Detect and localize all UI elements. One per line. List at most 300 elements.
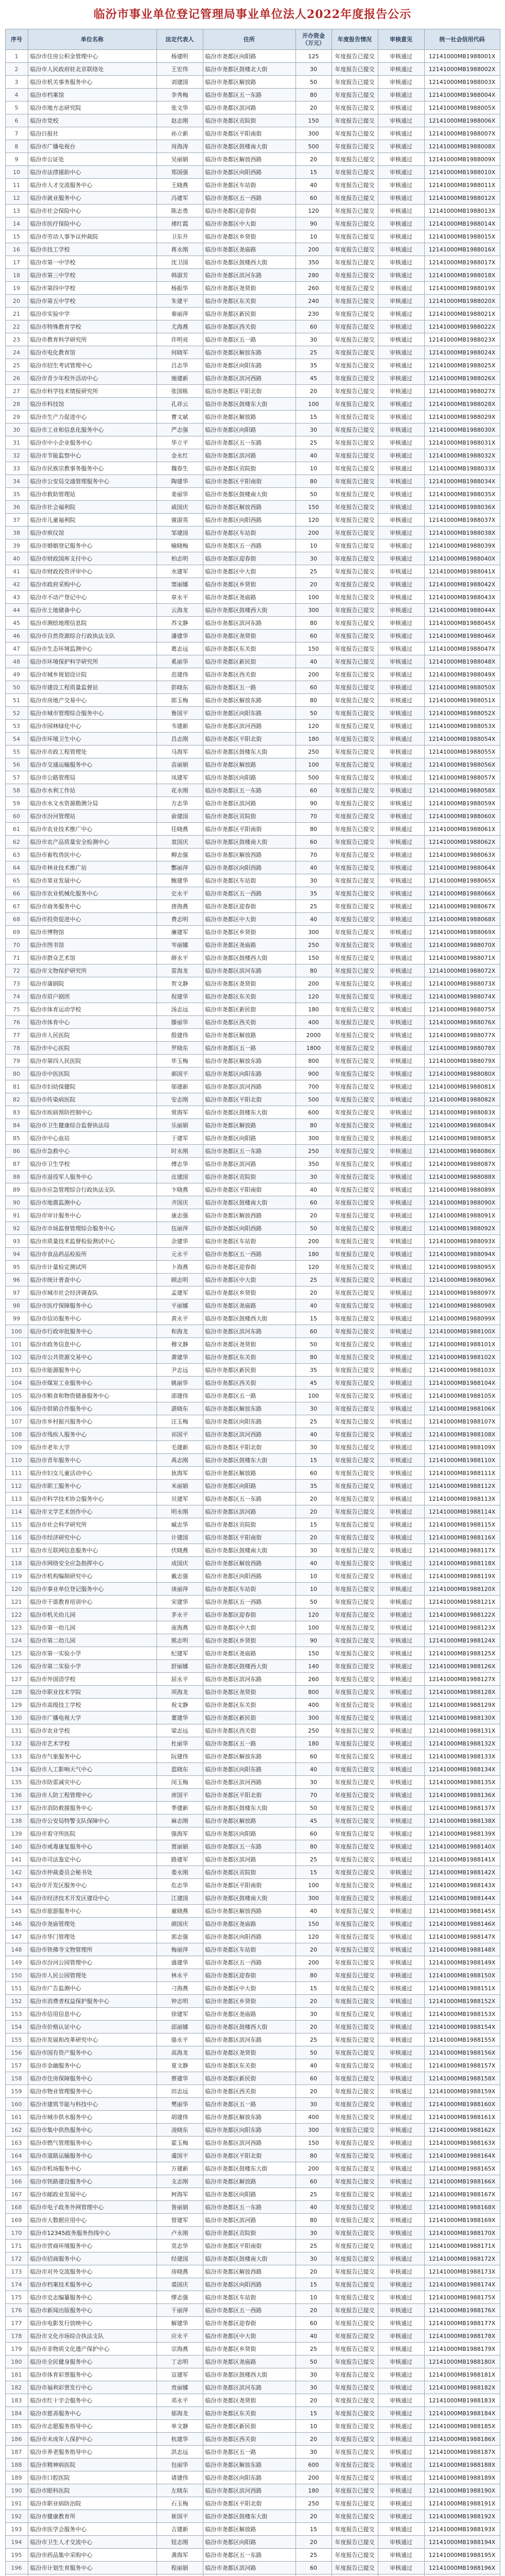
cell-funds: 240 — [295, 295, 332, 308]
cell-credit-code: 12141000MB1988090X — [424, 1196, 500, 1209]
table-row — [5, 295, 500, 308]
cell-funds: 60 — [295, 1467, 332, 1480]
cell-credit-code: 12141000MB1988030X — [424, 423, 500, 436]
cell-address: 临汾市尧都区向阳西路 — [203, 514, 295, 527]
cell-credit-code: 12141000MB1988069X — [424, 926, 500, 939]
cell-unit-name: 临汾市物业管理服务中心 — [28, 2085, 156, 2098]
table-row — [5, 900, 500, 913]
cell-index: 14 — [5, 217, 28, 230]
cell-report-status: 年度报告已提交 — [332, 423, 378, 436]
table-row — [5, 411, 500, 423]
cell-index: 142 — [5, 1866, 28, 1879]
table-row — [5, 282, 500, 295]
cell-index: 155 — [5, 2033, 28, 2046]
cell-index: 194 — [5, 2536, 28, 2549]
cell-index: 12 — [5, 192, 28, 205]
table-row — [5, 63, 500, 76]
table-row — [5, 2227, 500, 2240]
cell-report-status: 年度报告已提交 — [332, 2368, 378, 2381]
cell-index: 43 — [5, 591, 28, 604]
cell-credit-code: 12141000MB1988102X — [424, 1351, 500, 1364]
cell-review: 审核通过 — [378, 114, 424, 127]
cell-credit-code: 12141000MB1988023X — [424, 333, 500, 346]
cell-funds: 10 — [295, 2291, 332, 2304]
cell-funds: 10 — [295, 2420, 332, 2433]
cell-review: 审核通过 — [378, 179, 424, 192]
cell-report-status: 年度报告已提交 — [332, 797, 378, 810]
table-row — [5, 784, 500, 797]
cell-funds: 25 — [295, 2343, 332, 2355]
cell-review: 审核通过 — [378, 1428, 424, 1441]
cell-index: 67 — [5, 900, 28, 913]
cell-report-status: 年度报告已提交 — [332, 2149, 378, 2162]
cell-index: 186 — [5, 2433, 28, 2446]
cell-unit-name: 临汾市商务服务中心 — [28, 900, 156, 913]
cell-report-status: 年度报告已提交 — [332, 591, 378, 604]
cell-review: 审核通过 — [378, 269, 424, 282]
cell-credit-code: 12141000MB1988015X — [424, 230, 500, 243]
cell-funds: 250 — [295, 2497, 332, 2510]
cell-index: 45 — [5, 617, 28, 630]
cell-funds: 35 — [295, 887, 332, 900]
header-cell-report-status: 年度报告情况 — [332, 29, 378, 50]
cell-index: 104 — [5, 1377, 28, 1389]
cell-credit-code: 12141000MB1988161X — [424, 2111, 500, 2124]
cell-credit-code: 12141000MB1988046X — [424, 630, 500, 642]
cell-credit-code: 12141000MB1988048X — [424, 655, 500, 668]
cell-index: 42 — [5, 578, 28, 591]
cell-credit-code: 12141000MB1988081X — [424, 1080, 500, 1093]
cell-funds: 20 — [295, 1505, 332, 1518]
cell-credit-code: 12141000MB1988026X — [424, 372, 500, 385]
cell-review: 审核通过 — [378, 604, 424, 617]
cell-report-status: 年度报告已提交 — [332, 810, 378, 823]
cell-unit-name: 临汾市地震监测中心 — [28, 1196, 156, 1209]
cell-unit-name: 临汾市外国语学校 — [28, 1673, 156, 1686]
cell-funds: 60 — [295, 784, 332, 797]
cell-report-status: 年度报告已提交 — [332, 2291, 378, 2304]
cell-address: 临汾市尧都区新民街 — [203, 2072, 295, 2085]
cell-legal-rep: 孔祥云 — [156, 398, 203, 411]
cell-review: 审核通过 — [378, 2278, 424, 2291]
cell-funds: 500 — [295, 1093, 332, 1106]
cell-funds: 180 — [295, 733, 332, 745]
cell-unit-name: 临汾市城乡规划设计院 — [28, 668, 156, 681]
cell-funds: 20 — [295, 1209, 332, 1222]
cell-unit-name: 临汾市地方志研究院 — [28, 101, 156, 114]
cell-funds: 20 — [295, 2510, 332, 2523]
cell-unit-name: 临汾市眼科医院 — [28, 2484, 156, 2497]
table-row — [5, 2137, 500, 2149]
cell-credit-code: 12141000MB1988124X — [424, 1634, 500, 1647]
cell-legal-rep: 唐海燕 — [156, 900, 203, 913]
cell-address: 临汾市尧都区五一西路 — [203, 1248, 295, 1261]
cell-legal-rep: 安志刚 — [156, 1093, 203, 1106]
cell-legal-rep: 孟建军 — [156, 1286, 203, 1299]
cell-review: 审核通过 — [378, 76, 424, 89]
cell-unit-name: 临汾市公证处 — [28, 153, 156, 166]
cell-review: 审核通过 — [378, 926, 424, 939]
cell-address: 临汾市尧都区西关街 — [203, 668, 295, 681]
cell-legal-rep: 郎玉梅 — [156, 694, 203, 707]
cell-address: 临汾市尧都区乡贤街 — [203, 230, 295, 243]
cell-credit-code: 12141000MB1988004X — [424, 89, 500, 101]
table-row — [5, 1286, 500, 1299]
cell-funds: 60 — [295, 2562, 332, 2574]
cell-credit-code: 12141000MB1988138X — [424, 1815, 500, 1827]
cell-credit-code: 12141000MB1988052X — [424, 707, 500, 720]
cell-funds: 80 — [295, 617, 332, 630]
cell-funds: 120 — [295, 205, 332, 217]
cell-address: 临汾市尧都区贡院街 — [203, 2227, 295, 2240]
cell-address: 临汾市尧都区向阳路 — [203, 1827, 295, 1840]
cell-funds: 100 — [295, 1621, 332, 1634]
cell-review: 审核通过 — [378, 1454, 424, 1467]
cell-legal-rep: 张文华 — [156, 101, 203, 114]
cell-review: 审核通过 — [378, 1480, 424, 1493]
cell-review: 审核通过 — [378, 2562, 424, 2574]
cell-unit-name: 临汾市蒲剧院 — [28, 977, 156, 990]
cell-address: 临汾市尧都区解放路 — [203, 1029, 295, 1042]
cell-index: 63 — [5, 849, 28, 861]
cell-legal-rep: 水建军 — [156, 565, 203, 578]
cell-index: 56 — [5, 758, 28, 771]
cell-credit-code: 12141000MB1988049X — [424, 668, 500, 681]
cell-funds — [295, 2574, 332, 2576]
cell-legal-rep: 裘国庆 — [156, 2278, 203, 2291]
cell-address: 临汾市尧都区向阳东路 — [203, 2471, 295, 2484]
cell-funds: 40 — [295, 913, 332, 926]
cell-credit-code: 12141000MB1988055X — [424, 745, 500, 758]
cell-address: 临汾市尧都区中大街 — [203, 1982, 295, 1995]
cell-review: 审核通过 — [378, 939, 424, 952]
cell-index: 174 — [5, 2278, 28, 2291]
cell-address: 临汾市尧都区迎春街 — [203, 900, 295, 913]
cell-legal-rep: 尤海燕 — [156, 320, 203, 333]
cell-funds: 180 — [295, 1003, 332, 1016]
cell-unit-name: 临汾市测绘地理信息院 — [28, 617, 156, 630]
cell-report-status: 年度报告已提交 — [332, 230, 378, 243]
table-row — [5, 114, 500, 127]
cell-address: 临汾市尧都区解放路 — [203, 1119, 295, 1132]
cell-report-status: 年度报告已提交 — [332, 2510, 378, 2523]
cell-review: 审核通过 — [378, 1776, 424, 1789]
cell-unit-name: 临汾市信访服务中心 — [28, 1312, 156, 1325]
table-row — [5, 1982, 500, 1995]
cell-index: 146 — [5, 1918, 28, 1930]
cell-report-status: 年度报告已提交 — [332, 604, 378, 617]
cell-address: 临汾市尧都区西关街 — [203, 2085, 295, 2098]
cell-address: 临汾市尧都区尧庙路 — [203, 591, 295, 604]
cell-address: 临汾市尧都区新民街 — [203, 1003, 295, 1016]
cell-unit-name: 临汾市农业技术推广中心 — [28, 823, 156, 836]
cell-review: 审核通过 — [378, 1711, 424, 1724]
cell-address: 临汾市尧都区五一西路 — [203, 192, 295, 205]
cell-credit-code: 12141000MB1988021X — [424, 308, 500, 320]
cell-review: 审核通过 — [378, 1016, 424, 1029]
cell-index: 24 — [5, 346, 28, 359]
cell-legal-rep: 郑国强 — [156, 166, 203, 179]
cell-index: 25 — [5, 359, 28, 372]
cell-review: 审核通过 — [378, 2304, 424, 2317]
cell-index: 105 — [5, 1389, 28, 1402]
cell-review: 审核通过 — [378, 2098, 424, 2111]
cell-funds: 40 — [295, 2059, 332, 2072]
cell-legal-rep: 徐建军 — [156, 2008, 203, 2021]
cell-report-status: 年度报告已提交 — [332, 1930, 378, 1943]
table-row — [5, 1711, 500, 1724]
cell-index: 80 — [5, 1067, 28, 1080]
cell-review: 审核通过 — [378, 63, 424, 76]
cell-review: 审核通过 — [378, 2291, 424, 2304]
cell-credit-code: 12141000MB1988067X — [424, 900, 500, 913]
table-row — [5, 1776, 500, 1789]
cell-unit-name: 临汾市精神病医院 — [28, 2459, 156, 2471]
cell-review: 审核通过 — [378, 1699, 424, 1711]
cell-credit-code: 12141000MB1988136X — [424, 1789, 500, 1802]
cell-unit-name: 临汾市道路运输服务中心 — [28, 2149, 156, 2162]
cell-review: 审核通过 — [378, 2188, 424, 2201]
cell-funds: 80 — [295, 1351, 332, 1364]
cell-index: 175 — [5, 2291, 28, 2304]
cell-report-status: 年度报告已提交 — [332, 1067, 378, 1080]
cell-legal-rep: 干丽萍 — [156, 2304, 203, 2317]
cell-legal-rep: 倪建华 — [156, 990, 203, 1003]
table-row — [5, 1222, 500, 1235]
cell-address: 临汾市尧都区滨河路 — [203, 2562, 295, 2574]
cell-review: 审核通过 — [378, 707, 424, 720]
cell-review: 审核通过 — [378, 320, 424, 333]
cell-funds: 100 — [295, 1389, 332, 1402]
cell-credit-code: 12141000MB1988068X — [424, 913, 500, 926]
cell-address: 临汾市尧都区东关街 — [203, 990, 295, 1003]
table-row — [5, 655, 500, 668]
cell-review: 审核通过 — [378, 1531, 424, 1544]
cell-report-status: 年度报告已提交 — [332, 1389, 378, 1402]
cell-funds: 50 — [295, 2046, 332, 2059]
cell-credit-code: 12141000MB1988148X — [424, 1943, 500, 1956]
table-row — [5, 1480, 500, 1493]
cell-unit-name: 临汾市农业学校 — [28, 1724, 156, 1737]
cell-unit-name: 临汾市铁佛寺文物管理所 — [28, 1943, 156, 1956]
cell-report-status: 年度报告已提交 — [332, 1827, 378, 1840]
cell-credit-code: 12141000MB1988071X — [424, 952, 500, 964]
cell-index: 118 — [5, 1557, 28, 1570]
cell-review: 审核通过 — [378, 2407, 424, 2420]
cell-credit-code: 12141000MB1988125X — [424, 1647, 500, 1660]
cell-unit-name: 临汾市健康教育所 — [28, 2510, 156, 2523]
cell-unit-name: 临汾市殡仪馆 — [28, 527, 156, 539]
cell-legal-rep: 袁国庆 — [156, 836, 203, 849]
table-row — [5, 1789, 500, 1802]
cell-address: 临汾市尧都区中大街 — [203, 1621, 295, 1634]
cell-unit-name: 临汾市医疗保险中心 — [28, 217, 156, 230]
cell-unit-name: 临汾市住房公积金管理中心 — [28, 50, 156, 63]
cell-credit-code: 12141000MB1988183X — [424, 2394, 500, 2407]
cell-index: 170 — [5, 2227, 28, 2240]
table-row — [5, 2072, 500, 2085]
cell-index: 131 — [5, 1724, 28, 1737]
table-row — [5, 153, 500, 166]
cell-funds: 60 — [295, 2072, 332, 2085]
cell-unit-name: 临汾市人民医院 — [28, 1029, 156, 1042]
table-row — [5, 2124, 500, 2137]
cell-credit-code: 12141000MB1988080X — [424, 1067, 500, 1080]
cell-credit-code: 12141000MB1988001X — [424, 50, 500, 63]
cell-address: 临汾市尧都区车站街 — [203, 179, 295, 192]
table-row — [5, 423, 500, 436]
cell-report-status: 年度报告已提交 — [332, 1557, 378, 1570]
cell-report-status: 年度报告已提交 — [332, 2111, 378, 2124]
cell-credit-code: 12141000MB1988196X — [424, 2562, 500, 2574]
cell-address: 临汾市尧都区向阳东路 — [203, 2124, 295, 2137]
cell-address: 临汾市尧都区西关街 — [203, 2433, 295, 2446]
cell-funds: 60 — [295, 1196, 332, 1209]
cell-legal-rep: 霍玉梅 — [156, 2137, 203, 2149]
cell-funds: 2000 — [295, 1029, 332, 1042]
cell-legal-rep: 万建新 — [156, 2162, 203, 2175]
cell-legal-rep: 钟志明 — [156, 1995, 203, 2008]
cell-address: 临汾市尧都区向阳路 — [203, 2536, 295, 2549]
cell-funds: 230 — [295, 308, 332, 320]
cell-funds: 300 — [295, 2124, 332, 2137]
cell-legal-rep: 汤志远 — [156, 1003, 203, 1016]
cell-report-status: 年度报告已提交 — [332, 2072, 378, 2085]
cell-review: 审核通过 — [378, 1596, 424, 1608]
cell-index: 65 — [5, 874, 28, 887]
cell-report-status: 年度报告已提交 — [332, 76, 378, 89]
cell-review: 审核通过 — [378, 50, 424, 63]
cell-unit-name: 临汾市广告监测中心 — [28, 1982, 156, 1995]
cell-legal-rep: 潘建华 — [156, 630, 203, 642]
cell-credit-code: 12141000MB1988054X — [424, 733, 500, 745]
table-row — [5, 1699, 500, 1711]
cell-credit-code: 12141000MB1988029X — [424, 411, 500, 423]
cell-legal-rep: 滕丽华 — [156, 1016, 203, 1029]
table-row — [5, 694, 500, 707]
cell-legal-rep: 席国平 — [156, 1789, 203, 1802]
cell-funds: 100 — [295, 758, 332, 771]
cell-credit-code: 12141000MB1988167X — [424, 2188, 500, 2201]
cell-report-status: 年度报告已提交 — [332, 990, 378, 1003]
cell-review: 审核通过 — [378, 810, 424, 823]
cell-address: 临汾市尧都区滨河东路 — [203, 269, 295, 282]
cell-funds: 50 — [295, 1338, 332, 1351]
cell-legal-rep: 元永平 — [156, 1248, 203, 1261]
cell-credit-code: 12141000MB1988088X — [424, 1171, 500, 1183]
cell-unit-name: 临汾市工业和信息化服务中心 — [28, 423, 156, 436]
table-row — [5, 436, 500, 449]
cell-funds: 20 — [295, 101, 332, 114]
cell-report-status: 年度报告已提交 — [332, 887, 378, 900]
cell-report-status: 年度报告已提交 — [332, 256, 378, 269]
cell-address: 临汾市尧都区滨河东路 — [203, 964, 295, 977]
cell-legal-rep: 纪建军 — [156, 1647, 203, 1660]
cell-legal-rep: 苗丽娟 — [156, 758, 203, 771]
table-row — [5, 2240, 500, 2252]
cell-review: 审核通过 — [378, 1943, 424, 1956]
cell-credit-code: 12141000MB1988155X — [424, 2033, 500, 2046]
cell-credit-code: 12141000MB1988097X — [424, 1286, 500, 1299]
table-row — [5, 76, 500, 89]
cell-legal-rep: 康志强 — [156, 1209, 203, 1222]
cell-address: 临汾市尧都区五一西路 — [203, 1596, 295, 1608]
cell-index: 138 — [5, 1815, 28, 1827]
table-row — [5, 565, 500, 578]
table-row — [5, 1505, 500, 1518]
table-row — [5, 681, 500, 694]
cell-report-status: 年度报告已提交 — [332, 2252, 378, 2265]
cell-credit-code: 12141000MB1988137X — [424, 1802, 500, 1815]
cell-credit-code: 12141000MB1988116X — [424, 1531, 500, 1544]
cell-review: 审核通过 — [378, 964, 424, 977]
cell-unit-name: 临汾市戒毒康复服务中心 — [28, 1840, 156, 1853]
cell-funds: 100 — [295, 398, 332, 411]
cell-legal-rep: 季建新 — [156, 1802, 203, 1815]
cell-funds: 40 — [295, 2330, 332, 2343]
cell-funds: 45 — [295, 1815, 332, 1827]
cell-report-status: 年度报告已提交 — [332, 1377, 378, 1389]
cell-credit-code: 12141000MB1988070X — [424, 939, 500, 952]
cell-legal-rep: 房晓燕 — [156, 2265, 203, 2278]
cell-credit-code: 12141000MB1988033X — [424, 462, 500, 475]
cell-funds: 100 — [295, 591, 332, 604]
cell-address: 临汾市尧都区五一东路 — [203, 1840, 295, 1853]
table-row — [5, 1158, 500, 1171]
cell-address: 临汾市尧都区平阳南街 — [203, 1183, 295, 1196]
cell-report-status: 年度报告已提交 — [332, 436, 378, 449]
table-row — [5, 1389, 500, 1402]
cell-index: 18 — [5, 269, 28, 282]
cell-legal-rep: 伏晓燕 — [156, 1544, 203, 1557]
cell-credit-code: 12141000MB1988111X — [424, 1467, 500, 1480]
cell-unit-name: 临汾市环境卫生中心 — [28, 733, 156, 745]
cell-legal-rep: 臧志华 — [156, 1518, 203, 1531]
cell-funds: 250 — [295, 939, 332, 952]
cell-index: 22 — [5, 320, 28, 333]
cell-report-status: 年度报告已提交 — [332, 63, 378, 76]
cell-index: 15 — [5, 230, 28, 243]
cell-unit-name: 临汾市救助管理站 — [28, 488, 156, 501]
cell-legal-rep: 何晓军 — [156, 346, 203, 359]
cell-review: 审核通过 — [378, 1750, 424, 1763]
cell-legal-rep: 毕玉梅 — [156, 1055, 203, 1067]
cell-funds: 45 — [295, 372, 332, 385]
table-row — [5, 1905, 500, 1918]
cell-unit-name: 临汾市卫生健康综合监督执法局 — [28, 1119, 156, 1132]
cell-credit-code: 12141000MB1988101X — [424, 1338, 500, 1351]
cell-legal-rep: 邵建伟 — [156, 1389, 203, 1402]
cell-unit-name: 临汾市广播电视台 — [28, 140, 156, 153]
cell-legal-rep: 樊丽华 — [156, 2098, 203, 2111]
cell-legal-rep: 戴志强 — [156, 1570, 203, 1583]
cell-report-status: 年度报告已提交 — [332, 398, 378, 411]
cell-review: 审核通过 — [378, 617, 424, 630]
cell-address: 临汾市尧都区解放西路 — [203, 1557, 295, 1570]
cell-credit-code: 12141000MB1988169X — [424, 2214, 500, 2227]
table-row — [5, 887, 500, 900]
cell-report-status: 年度报告已提交 — [332, 1480, 378, 1493]
table-row — [5, 2420, 500, 2433]
cell-legal-rep: 单文静 — [156, 2420, 203, 2433]
cell-address: 临汾市尧都区五一东路 — [203, 436, 295, 449]
cell-funds: 20 — [295, 385, 332, 398]
cell-legal-rep: 禹志刚 — [156, 1454, 203, 1467]
cell-funds: 40 — [295, 1905, 332, 1918]
cell-review: 审核通过 — [378, 1145, 424, 1158]
cell-address: 临汾市尧都区西关街 — [203, 1377, 295, 1389]
cell-legal-rep: 杜丽华 — [156, 1737, 203, 1750]
